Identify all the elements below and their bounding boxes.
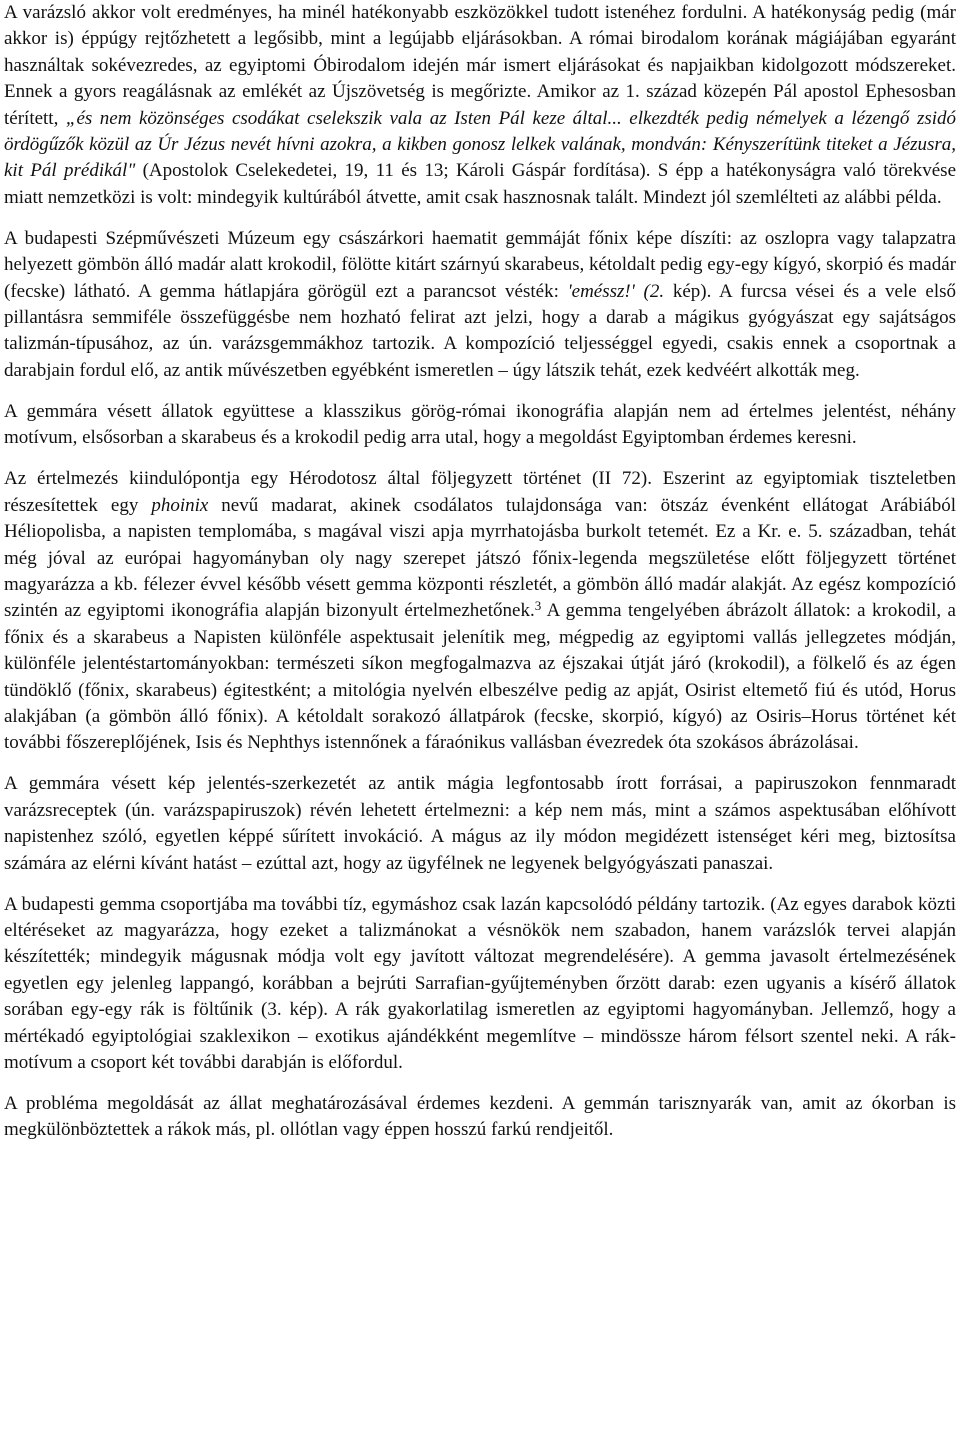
paragraph-text: A gemmára vésett állatok együttese a klasszikus görög-római ikonográfia alapján nem ad értelmes jelentést, néhány motívum, elsősorban a skarabeus és a krokodil pedig arra utal, hogy a megoldást Egyiptomban érdemes keresni.: [4, 400, 956, 449]
paragraph-text: A probléma megoldását az állat meghatározásával érdemes kezdeni. A gemmán tarisznyarák van, amit az ókorban is megkülönböztettek a rákok más, pl. ollótlan vagy éppen hosszú farkú rendjeitől.: [4, 1093, 956, 1141]
paragraph-text: A varázsló akkor volt eredményes, ha minél hatékonyabb eszközökkel tudott istenéhez fordulni. A hatékonyság pedig (már akkor is) éppúgy rejtőzhetett a legősibb, mint a legújabb eljárásokban. A római birodalom korának mágiájában egyaránt használtak sokévezredes, az egyiptomi Óbirodalom idején már ismert eljárásokat és napjaikban kidolgozott módszereket. Ennek a gyors reagálásnak az emlékét az Újszövetség is megőrizte. Amikor az 1. század közepén Pál apostol Ephesosban térített,: [4, 2, 956, 129]
paragraph-text: kép). A furcsa vései és a vele első pillantásra semmiféle összefüggésbe nem hozható felirat azt jelzi, hogy a darab a mágikus gyógyászat egy sajátságos talizmán-típusához, az ún. varázsgemmákhoz tartozik. A kompozíció teljességgel egyedi, csakis ennek a csoportnak a darabjain fordul elő, az antik művészetben egyébként ismeretlen – úgy látszik tehát, ezek kedvéért alkották meg.: [4, 280, 956, 381]
paragraph-text: Az értelmezés kiindulópontja egy Hérodotosz által följegyzett történet (II 72). Eszerint az egyiptomiak tiszteletben részesítettek egy: [4, 468, 956, 516]
paragraph: [4, 226, 956, 384]
italic-text: 'eméssz!' (2.: [567, 280, 665, 302]
paragraph-text: A gemmára vésett kép jelentés-szerkezetét az antik mágia legfontosabb írott forrásai, a papiruszokon fennmaradt varázsreceptek (ún. varázspapiruszok) révén lehetett értelmezni: a kép nem más, mint a számos aspektusában előhívott napistenhez szóló, egyetlen képpé sűrített invokáció. A mágus az ily módon megidézett istenséget kéri meg, biztosítsa számára az elérni kívánt hatást – ezúttal azt, hogy az ügyfélnek ne legyenek belgyógyászati panaszai.: [4, 773, 956, 874]
paragraph: [4, 399, 956, 452]
paragraph: [4, 771, 956, 877]
paragraph-text: A budapesti gemma csoportjába ma további tíz, egymáshoz csak lazán kapcsolódó példány tartozik. (Az egyes darabok közti eltéréseket az magyarázza, hogy ezeket a talizmánokat a vésnökök nem szabadon, hanem varázslók tervei alapján készítették; mindegyik mágusnak módja volt egy javított változat megrendelésére). A gemma javasolt értelmezésének egyetlen egy jelenleg lappangó, korábban a bejrúti Sarrafian-gyűjteményben őrzött darab: ezen ugyanis a kísérő állatok sorában egy-egy rák is föltűnik (3. kép). A rák gyakorlatilag ismeretlen az egyiptomi hagyományban. Jellemző, hogy a mértékadó egyiptológiai szaklexikon – exotikus ajándékként megemlítve – mindössze három félsort szentel neki. A rák-motívum a csoport két további darabján is előfordul.: [4, 893, 956, 1073]
paragraph-text: A gemma tengelyében ábrázolt állatok: a krokodil, a főnix és a skarabeus a Napisten különféle aspektusait jelenítik meg, mégpedig az egyiptomi vallás jellegzetes módján, különféle jelentéstartományokban: természeti síkon megfogalmazva az éjszakai útját járó (krokodil), a fölkelő és az égen tündöklő (főnix, skarabeus) égitestként; a mitológia nyelvén elbeszélve pedig az apját, Osirist eltemető fiú és utód, Horus alakjában (a gömbön álló főnix). A kétoldalt sorakozó állatpárok (fecske, skorpió, kígyó) az Osiris–Horus történet két további főszereplőjének, Isis és Nephthys istennőnek a fáraónikus vallásban évezredek óta szokásos ábrázolásai.: [4, 600, 956, 754]
document-page: [4, 0, 956, 1158]
italic-text: „és nem közönséges csodákat cselekszik vala az Isten Pál keze által... elkezdték pedig némelyek a lézengő zsidó ördögűzők közül az Úr Jézus nevét hívni azokra, a kikben gonosz lelkek valának, mondván: Kényszerítünk titeket a Jézusra, kit Pál prédikál": [4, 107, 957, 182]
paragraph: [4, 892, 956, 1077]
footnote-marker: 3: [534, 598, 542, 614]
paragraph-text: A budapesti Szépművészeti Múzeum egy császárkori haematit gemmáját főnix képe díszíti: az oszlopra vagy talapzatra helyezett gömbön álló madár alatt krokodil, fölötte kitárt szárnyú skarabeus, kétoldalt pedig egy-egy kígyó, skorpió és madár (fecske) látható. A gemma hátlapjára görögül ezt a parancsot vésték:: [4, 227, 956, 302]
paragraph: [4, 466, 956, 756]
paragraph: [4, 0, 956, 211]
paragraph-text: (Apostolok Cselekedetei, 19, 11 és 13; Károli Gáspár fordítása). S épp a hatékonyságra való törekvése miatt nemzetközi is volt: mindegyik kultúrából átvette, amit csak hasznosnak talált. Mindezt jól szemlélteti az alábbi példa.: [4, 160, 957, 208]
paragraph-text: nevű madarat, akinek csodálatos tulajdonsága van: ötszáz évenként ellátogat Arábiából Héliopolisba, a napisten templomába, s magával viszi apja myrrhatojásba burkolt tetemét. Ez a Kr. e. 5. században, tehát még jóval az európai hagyományban oly nagy szerepet játszó főnix-legenda megszületése előtt följegyzett történet magyarázza a kb. félezer évvel később vésett gemma központi részletét, a gömbön álló madár alakját. Az egész kompozíció szintén az egyiptomi ikonográfia alapján bizonyult értelmezhetőnek.: [4, 494, 956, 622]
italic-text: phoinix: [151, 494, 209, 516]
paragraph: [4, 1091, 956, 1144]
